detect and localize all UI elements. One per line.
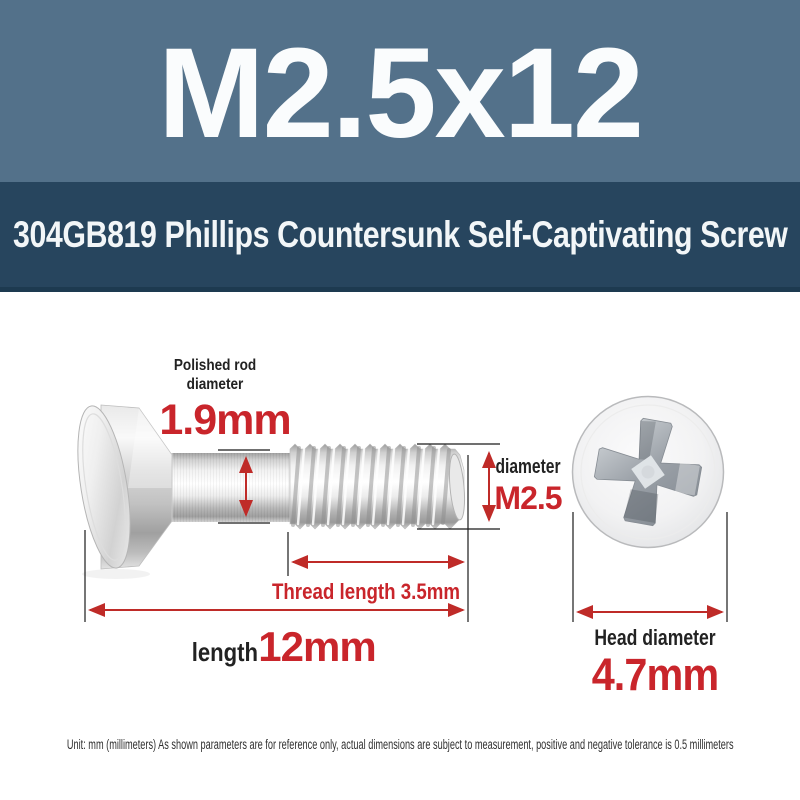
thread-diameter-value: M2.5 <box>494 480 562 516</box>
unit-disclaimer: Unit: mm (millimeters) As shown parameters are for reference only, actual dimensions are subject to measurement, positive and negative tolerance is 0.5 millimeters <box>66 737 734 752</box>
total-length-annotation <box>147 623 409 670</box>
thread-length-label: Thread length 3.5mm <box>271 579 461 604</box>
screw-head-top-view <box>573 397 724 548</box>
head-diameter-value: 4.7mm <box>591 649 719 700</box>
rod-diameter-value: 1.9mm <box>159 396 291 444</box>
head-diameter-label: Head diameter <box>594 625 716 650</box>
product-size-title: M2.5x12 <box>157 22 643 165</box>
rod-label-line1: Polished rod <box>173 357 257 374</box>
product-name: 304GB819 Phillips Countersunk Self-Captivating Screw <box>12 213 788 255</box>
rod-diameter-label <box>130 357 300 395</box>
total-length-label: length <box>191 637 259 667</box>
rod-brush-texture <box>172 453 290 522</box>
subtitle-banner <box>0 182 800 292</box>
rod-label-line2: diameter <box>186 375 244 393</box>
footer <box>0 737 800 752</box>
thread-diameter-label: diameter <box>495 456 561 478</box>
head-shadow <box>82 569 150 579</box>
total-length-value: 12mm <box>258 623 376 670</box>
top-banner <box>0 0 800 182</box>
